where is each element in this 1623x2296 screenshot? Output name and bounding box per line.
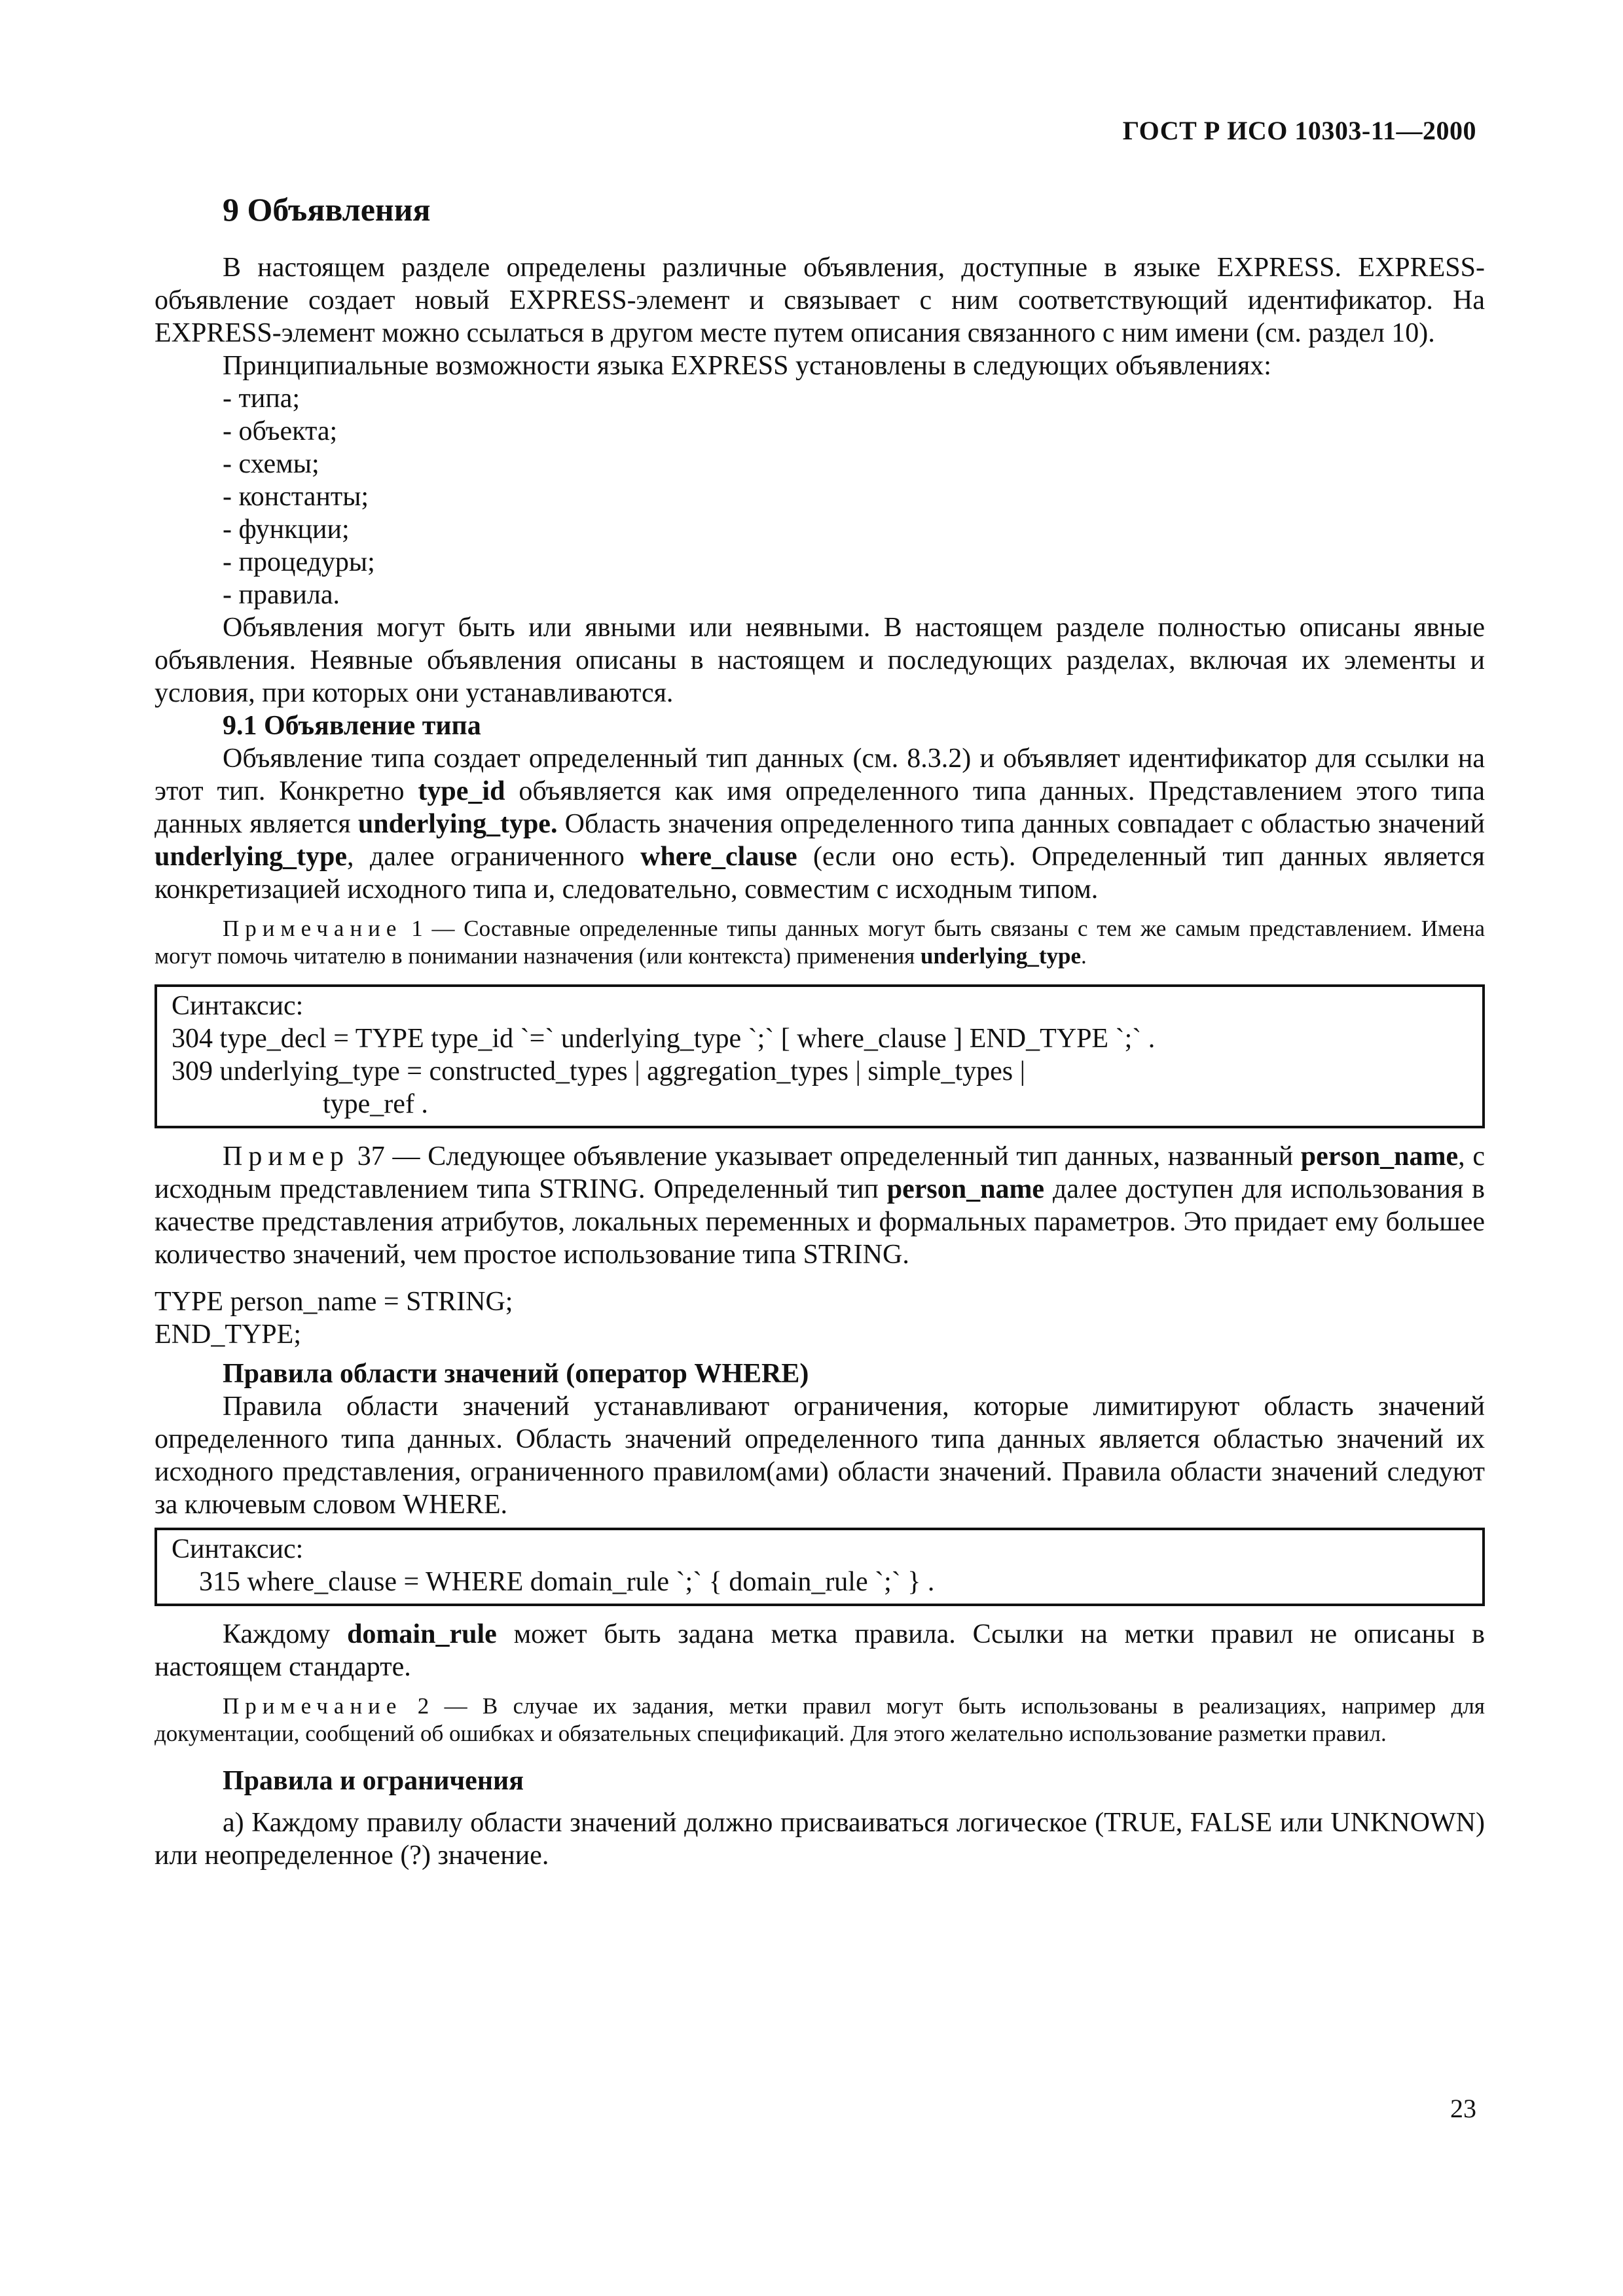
declaration-list	[155, 382, 1485, 611]
list-item: - процедуры;	[223, 547, 375, 577]
page-number: 23	[1450, 2094, 1476, 2123]
rules-constraints-title: Правила и ограничения	[223, 1766, 524, 1796]
note-2: Примечание 2 — В случае их задания, метки правил могут быть использованы в реализациях, например для документации, сообщений об ошибках и обязательных спецификаций. Для этого желательно использование разметки правил.	[155, 1693, 1485, 1746]
syntax-label: Синтаксис:	[172, 991, 304, 1021]
example-code: TYPE person_name = STRING; END_TYPE;	[155, 1287, 513, 1350]
note-1: Примечание 1 — Составные определенные типы данных могут быть связаны с тем же самым представлением. Имена могут помочь читателю в понимании назначения (или контекста) применения underlying_type.	[155, 916, 1485, 969]
subsection-title: 9.1 Объявление типа	[223, 711, 481, 741]
section-title: 9 Объявления	[223, 191, 431, 228]
syntax-box-where-clause	[155, 1528, 1485, 1606]
domain-rule-label-paragraph: Каждому domain_rule может быть задана метка правила. Ссылки на метки правил не описаны в настоящем стандарте.	[155, 1619, 1485, 1682]
list-item: - типа;	[223, 384, 301, 414]
rules-constraints-item-a: a) Каждому правилу области значений должно присваиваться логическое (TRUE, FALSE или UNKNOWN) или неопределенное (?) значение.	[155, 1808, 1485, 1871]
example-37: Пример 37 — Следующее объявление указывает определенный тип данных, названный person_name, с исходным представлением типа STRING. Определенный тип person_name далее доступен для использования в качестве представления атрибутов, локальных переменных и формальных параметров. Это придает ему большее количество значений, чем простое использование типа STRING.	[155, 1141, 1485, 1270]
syntax-rule-309: 309 underlying_type = constructed_types | aggregation_types | simple_types |	[172, 1056, 1025, 1086]
list-item: - схемы;	[223, 449, 319, 479]
list-item: - правила.	[223, 580, 340, 610]
list-item: - объекта;	[223, 416, 338, 446]
list-item: - функции;	[223, 514, 350, 545]
term-underlying-type: underlying_type.	[357, 809, 558, 839]
domain-rules-paragraph: Правила области значений устанавливают ограничения, которые лимитируют область значений определенного типа данных. Область значений определенного типа данных является областью значений их исходного представления, ограниченного правилом(ами) области значений. Правила области значений следуют за ключевым словом WHERE.	[155, 1391, 1485, 1520]
document-id-header: ГОСТ Р ИСО 10303-11—2000	[1122, 116, 1476, 145]
list-intro: Принципиальные возможности языка EXPRESS установлены в следующих объявлениях:	[223, 351, 1271, 381]
page-content	[155, 190, 1485, 1872]
after-list-paragraph: Объявления могут быть или явными или неявными. В настоящем разделе полностью описаны явные объявления. Неявные объявления описаны в настоящем и последующих разделах, включая их элементы и условия, при которых они устанавливаются.	[155, 613, 1485, 708]
syntax-box-type-decl	[155, 984, 1485, 1128]
term-underlying-type: underlying_type	[155, 842, 348, 872]
term-where-clause: where_clause	[640, 842, 797, 872]
syntax-rule-309-cont: type_ref .	[172, 1089, 428, 1119]
section-intro: В настоящем разделе определены различные объявления, доступные в языке EXPRESS. EXPRESS-объявление создает новый EXPRESS-элемент и связывает с ним соответствующий идентификатор. На EXPRESS-элемент можно ссылаться в другом месте путем описания связанного с ним имени (см. раздел 10).	[155, 253, 1485, 348]
domain-rules-title: Правила области значений (оператор WHERE)	[223, 1359, 809, 1389]
syntax-rule-315: 315 where_clause = WHERE domain_rule `;` { domain_rule `;` } .	[172, 1567, 935, 1597]
type-declaration-paragraph: Объявление типа создает определенный тип данных (см. 8.3.2) и объявляет идентификатор для ссылки на этот тип. Конкретно type_id объявляется как имя определенного типа данных. Представлением этого типа данных является underlying_type. Область значения определенного типа данных совпадает с областью значений underlying_type, далее ограниченного where_clause (если оно есть). Определенный тип данных является конкретизацией исходного типа и, следовательно, совместим с исходным типом.	[155, 744, 1485, 905]
syntax-label: Синтаксис:	[172, 1534, 304, 1564]
syntax-rule-304: 304 type_decl = TYPE type_id `=` underlying_type `;` [ where_clause ] END_TYPE `;` .	[172, 1024, 1156, 1054]
list-item: - константы;	[223, 482, 369, 512]
term-type-id: type_id	[418, 776, 505, 806]
